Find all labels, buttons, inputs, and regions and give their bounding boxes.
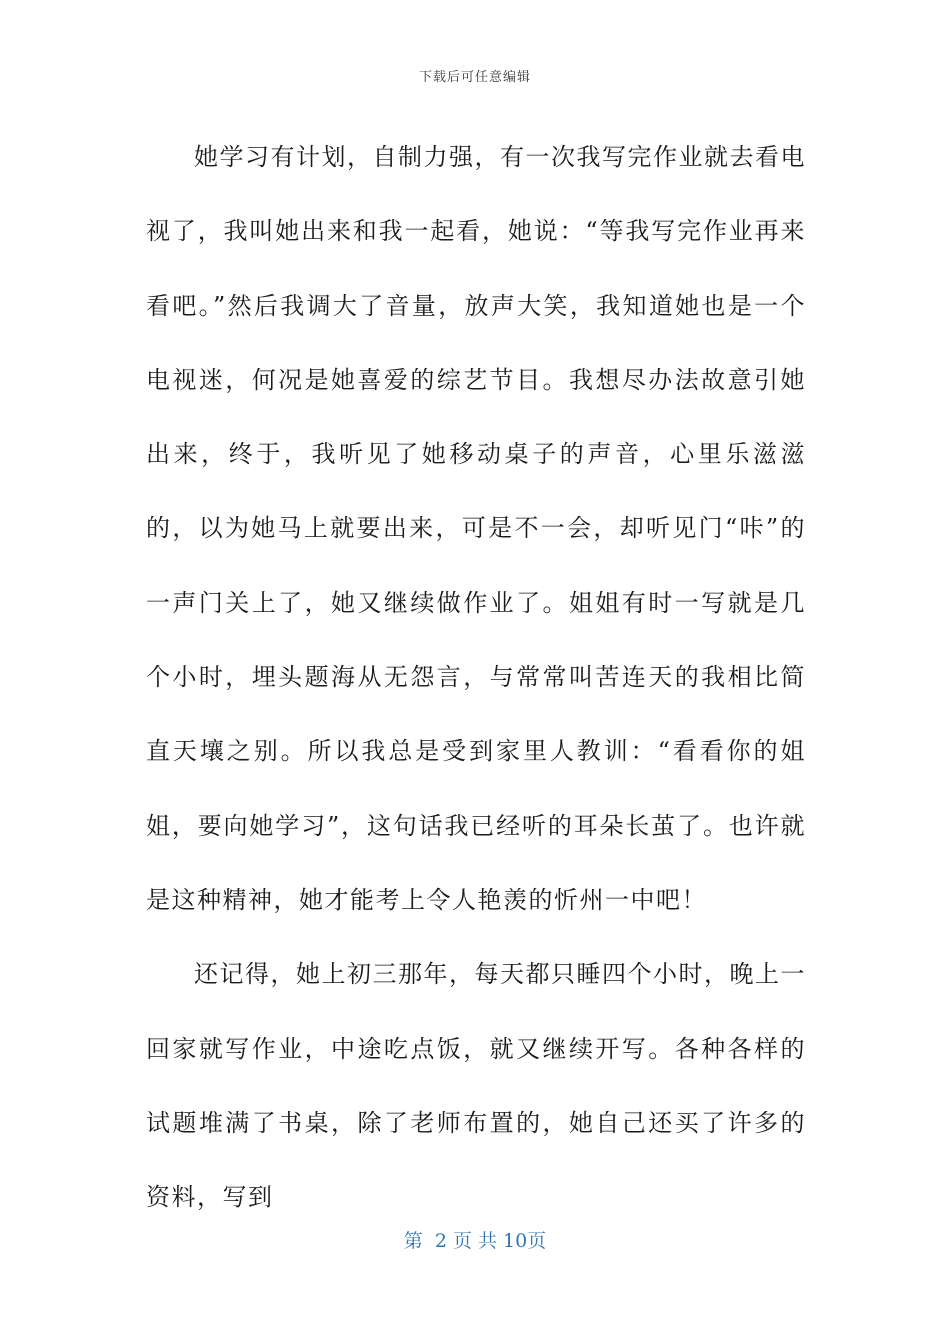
paragraph-1: 她学习有计划，自制力强，有一次我写完作业就去看电视了，我叫她出来和我一起看，她说：“等我写完作业再来看吧。”然后我调大了音量，放声大笑，我知道她也是一个电视迷，何况是她喜爱的综艺节目。我想尽办法故意引她出来，终于，我听见了她移动桌子的声音，心里乐滋滋的，以为她马上就要出来，可是不一会，却听见门“咔”的一声门关上了，她又继续做作业了。姐姐有时一写就是几个小时，埋头题海从无怨言，与常常叫苦连天的我相比简直天壤之别。所以我总是受到家里人教训：“看看你的姐姐，要向她学习”，这句话我已经听的耳朵长茧了。也许就是这种精神，她才能考上令人艳羡的忻州一中吧！ (146, 143, 806, 914)
document-body (146, 120, 806, 1234)
page-header: 下载后可任意编辑 (418, 70, 531, 85)
page-footer: 第 2 页 共 10页 (403, 1230, 547, 1252)
paragraph-2: 还记得，她上初三那年，每天都只睡四个小时，晚上一回家就写作业，中途吃点饭，就又继续开写。各种各样的试题堆满了书桌，除了老师布置的，她自己还买了许多的资料，写到 (146, 960, 806, 1212)
